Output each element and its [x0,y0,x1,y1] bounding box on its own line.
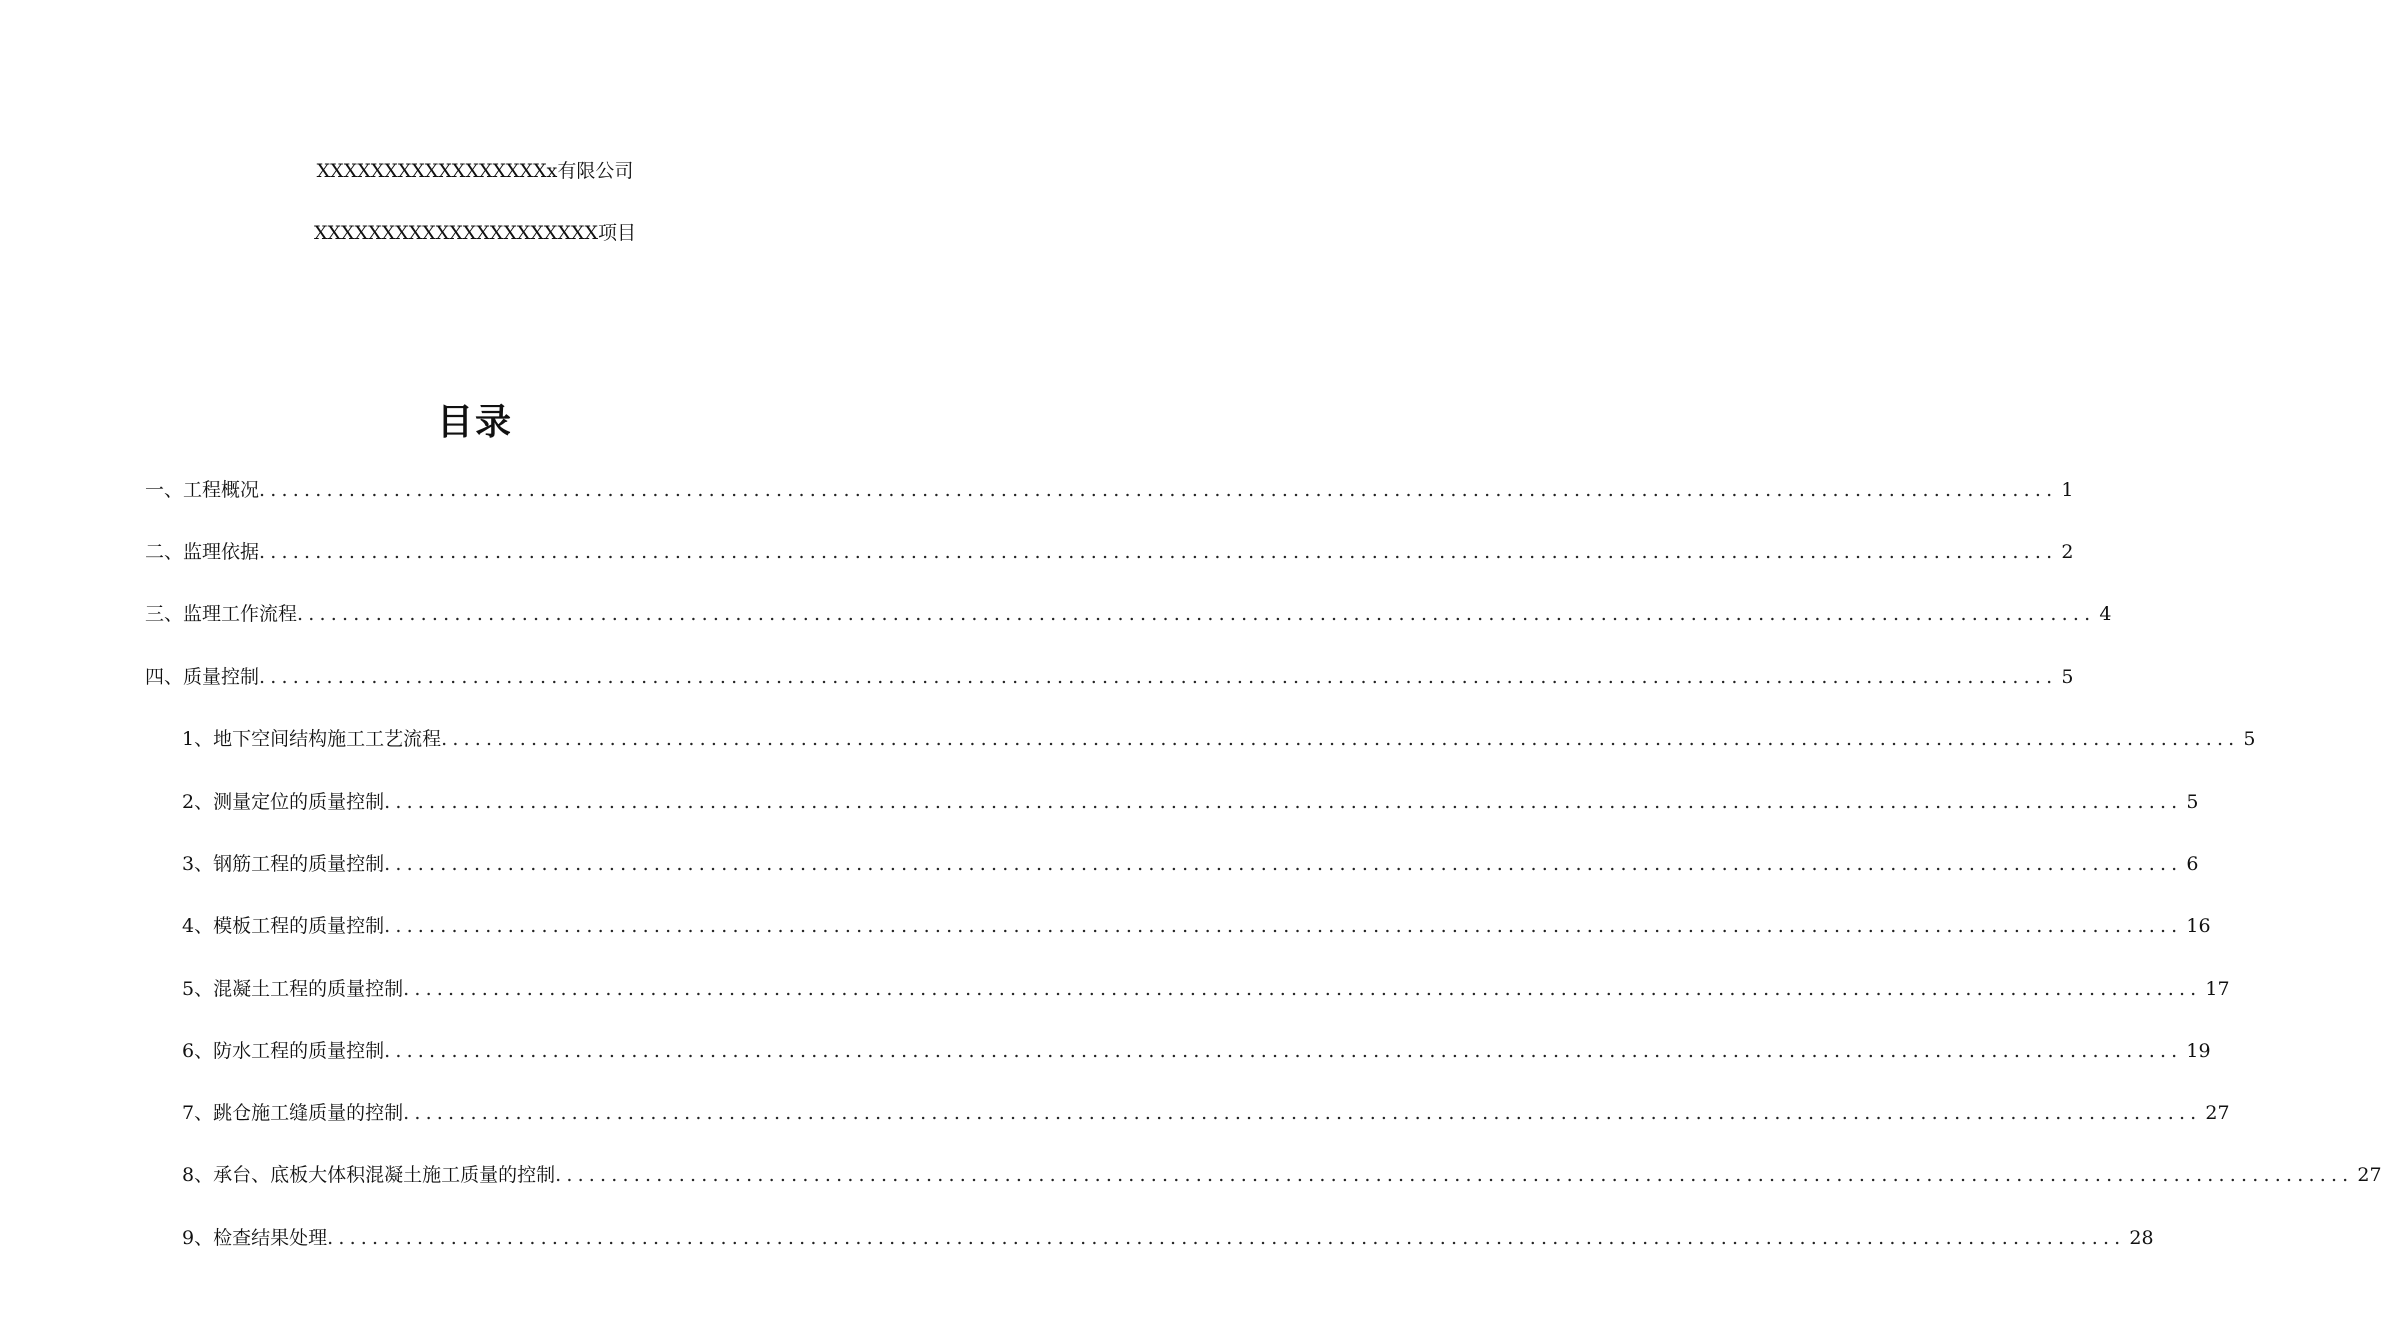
toc-entry-page: 4 [2099,603,2112,625]
toc-entry-page: 6 [2186,853,2199,875]
toc-dot-leader: ................................................................................................................................................................ [555,1164,2354,1186]
toc-entry-page: 27 [2357,1164,2382,1186]
toc-entry-page: 5 [2186,791,2199,813]
toc-dot-leader: ................................................................................................................................................................ [297,603,2096,625]
toc-entry[interactable] [145,664,2074,690]
toc-dot-leader: ................................................................................................................................................................ [403,978,2202,1000]
company-name: XXXXXXXXXXXXXXXXXx有限公司 [316,160,634,182]
toc-entry-page: 5 [2061,666,2074,688]
toc-entry-page: 2 [2061,541,2074,563]
toc-entry-label: 8、承台、底板大体积混凝土施工质量的控制 [182,1164,556,1186]
toc-entry-label: 三、监理工作流程 [145,603,298,625]
toc-entry-label: 四、质量控制 [145,666,260,688]
toc-entry-label: 9、检查结果处理 [182,1227,328,1249]
toc-entry-label: 1、地下空间结构施工工艺流程 [182,728,442,750]
toc-entry-label: 3、钢筋工程的质量控制 [182,853,385,875]
toc-entry[interactable] [182,1162,2382,1188]
toc-entry[interactable] [182,913,2211,939]
toc-entry[interactable] [182,1100,2230,1126]
toc-dot-leader: ................................................................................................................................................................ [384,1040,2183,1062]
toc-entry-label: 7、跳仓施工缝质量的控制 [182,1102,404,1124]
toc-dot-leader: ................................................................................................................................................................ [259,479,2058,501]
toc-dot-leader: ................................................................................................................................................................ [327,1227,2126,1249]
toc-entry[interactable] [182,851,2199,877]
toc-entry-page: 27 [2205,1102,2230,1124]
toc-entry[interactable] [182,1038,2211,1064]
toc-entry[interactable] [182,726,2256,752]
toc-entry[interactable] [182,1225,2154,1251]
toc-dot-leader: ................................................................................................................................................................ [403,1102,2202,1124]
toc-entry[interactable] [145,539,2074,565]
toc-entry-page: 19 [2186,1040,2211,1062]
toc-entry-page: 17 [2205,978,2230,1000]
toc-entry-label: 5、混凝土工程的质量控制 [182,978,404,1000]
toc-entry-label: 2、测量定位的质量控制 [182,791,385,813]
toc-dot-leader: ................................................................................................................................................................ [259,541,2058,563]
toc-entry-page: 1 [2061,479,2074,501]
toc-entry[interactable] [145,477,2074,503]
toc-entry[interactable] [145,601,2112,627]
toc-entry[interactable] [182,976,2230,1002]
project-name: XXXXXXXXXXXXXXXXXXXXX项目 [313,222,637,244]
toc-entry-label: 一、工程概况 [145,479,260,501]
toc-entry-page: 16 [2186,915,2211,937]
toc-dot-leader: ................................................................................................................................................................ [384,853,2183,875]
toc-entry-page: 5 [2243,728,2256,750]
toc-dot-leader: ................................................................................................................................................................ [384,915,2183,937]
toc-entry[interactable] [182,789,2199,815]
toc-entry-label: 二、监理依据 [145,541,260,563]
toc-entry-page: 28 [2129,1227,2154,1249]
toc-dot-leader: ................................................................................................................................................................ [259,666,2058,688]
toc-title: 目录 [436,401,513,443]
toc-dot-leader: ................................................................................................................................................................ [384,791,2183,813]
toc-dot-leader: ................................................................................................................................................................ [441,728,2240,750]
toc-entry-label: 4、模板工程的质量控制 [182,915,385,937]
toc-entry-label: 6、防水工程的质量控制 [182,1040,385,1062]
